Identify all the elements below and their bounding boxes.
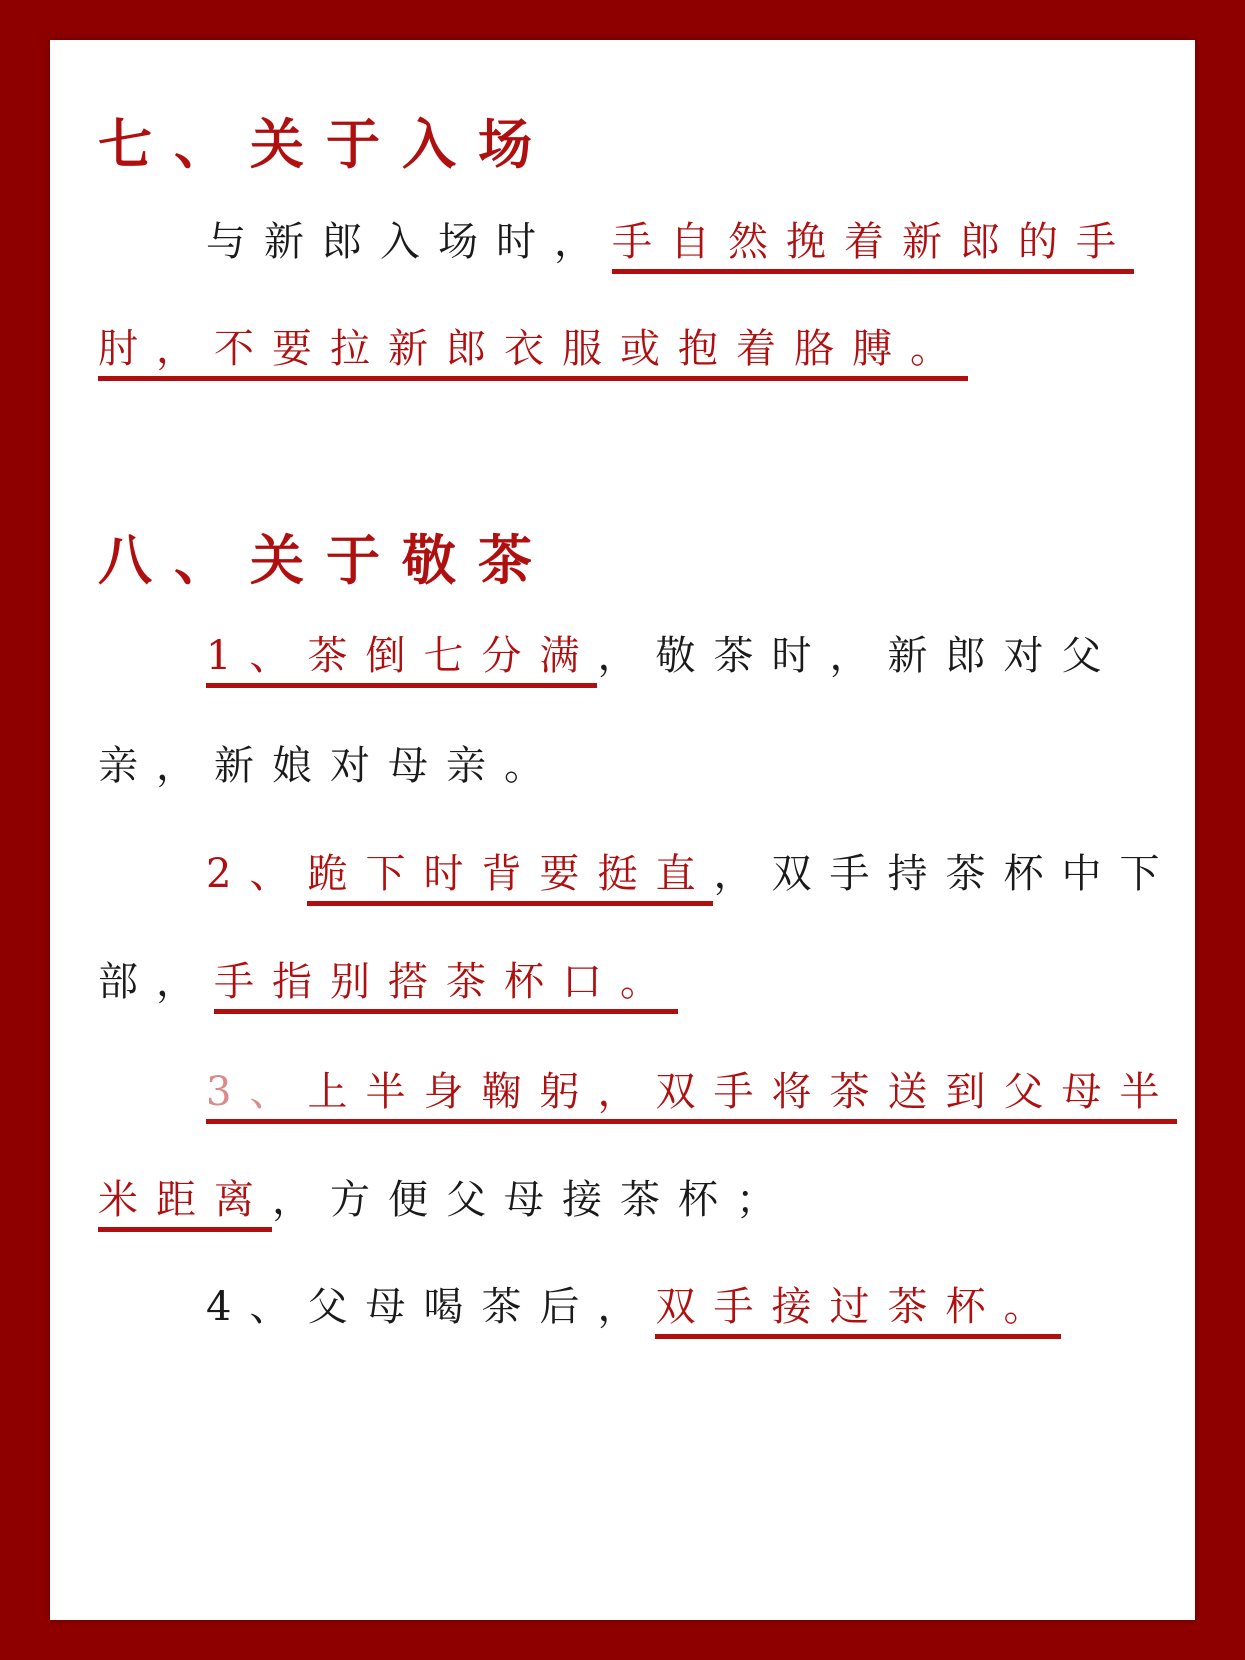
text-plain: ，双手持茶杯中下 (713, 851, 1178, 897)
section-7-line-1 (98, 218, 1134, 266)
text-highlight-group (206, 1069, 1177, 1124)
item-2-number: 2、 (206, 851, 308, 897)
item-1-line-2: 亲，新娘对母亲。 (98, 743, 562, 789)
item-3-line-1 (98, 1068, 1177, 1116)
item-3-number: 3、 (206, 1069, 308, 1115)
text-plain: ，敬茶时，新郎对父 (597, 633, 1120, 679)
text-highlight: 双手接过茶杯。 (655, 1284, 1061, 1339)
item-2-line-1 (98, 850, 1177, 898)
text-highlight: 1、茶倒七分满 (206, 633, 597, 688)
section-8-title: 八、关于敬茶 (98, 529, 554, 592)
text-highlight: 手指别搭茶杯口。 (214, 959, 678, 1014)
content-card (50, 40, 1195, 1620)
text-plain: 4、父母喝茶后， (206, 1284, 656, 1330)
item-3-line-2 (98, 1176, 794, 1224)
text-highlight: 上半身鞠躬，双手将茶送到父母半 (307, 1069, 1178, 1115)
text-highlight: 肘，不要拉新郎衣服或抱着胳膊。 (98, 326, 968, 381)
text-highlight: 跪下时背要挺直 (307, 851, 713, 906)
text-plain: 部， (98, 959, 214, 1005)
section-7-line-2 (98, 325, 968, 373)
text-highlight: 米距离 (98, 1177, 272, 1232)
item-1-line-1 (98, 632, 1119, 680)
item-2-line-2 (98, 958, 678, 1006)
item-4-line-1 (98, 1283, 1061, 1331)
text-plain: ，方便父母接茶杯； (272, 1177, 794, 1223)
section-7-title: 七、关于入场 (98, 113, 554, 176)
text-plain: 与新郎入场时， (206, 219, 612, 265)
text-highlight: 手自然挽着新郎的手 (612, 219, 1134, 274)
